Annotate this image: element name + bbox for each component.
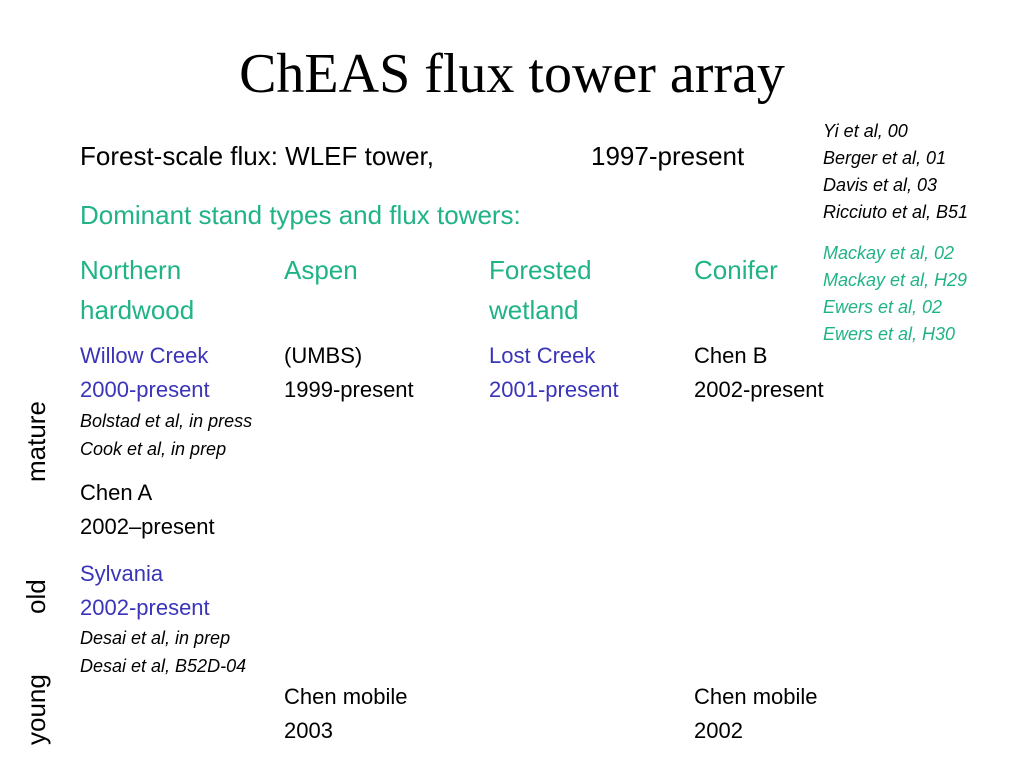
site-years: 1999-present [284, 377, 414, 402]
reference: Cook et al, in prep [80, 439, 227, 459]
site-name: Chen A [80, 480, 153, 505]
stand-type-line: Aspen [284, 255, 358, 285]
reference: Ewers et al, H30 [823, 324, 956, 344]
references-mid [823, 240, 967, 348]
row-label-young: young [21, 674, 51, 745]
reference: Yi et al, 00 [823, 121, 908, 141]
reference: Davis et al, 03 [823, 175, 938, 195]
site-umbs [284, 339, 414, 407]
stand-type-line: hardwood [80, 295, 195, 325]
site-name: Willow Creek [80, 343, 209, 368]
stand-type-conifer [694, 250, 778, 290]
site-chen-a [80, 476, 215, 544]
site-chen-mobile-aspen [284, 680, 408, 748]
site-name: Chen B [694, 343, 768, 368]
site-years: 2000-present [80, 377, 210, 402]
site-sylvania [80, 557, 210, 625]
site-years: 2002–present [80, 514, 215, 539]
reference: Ricciuto et al, B51 [823, 202, 969, 222]
site-years: 2002-present [80, 595, 210, 620]
reference: Desai et al, B52D-04 [80, 656, 247, 676]
reference: Desai et al, in prep [80, 628, 231, 648]
site-years: 2002 [694, 718, 743, 743]
row-label-old: old [21, 579, 51, 614]
dominant-heading: Dominant stand types and flux towers: [80, 200, 521, 230]
site-chen-mobile-conifer [694, 680, 818, 748]
site-name: Lost Creek [489, 343, 596, 368]
forest-scale-years: 1997-present [591, 141, 745, 171]
sylvania-references [80, 624, 246, 680]
stand-type-line: wetland [489, 295, 579, 325]
references-top [823, 118, 968, 226]
page-title: ChEAS flux tower array [239, 43, 785, 105]
reference: Mackay et al, 02 [823, 243, 955, 263]
reference: Bolstad et al, in press [80, 411, 253, 431]
site-years: 2003 [284, 718, 333, 743]
stand-type-forested-wetland [489, 250, 592, 330]
willow-creek-references [80, 407, 252, 463]
reference: Ewers et al, 02 [823, 297, 943, 317]
forest-scale-label: Forest-scale flux: WLEF tower, [80, 141, 434, 171]
site-name: Chen mobile [694, 684, 818, 709]
stand-type-line: Conifer [694, 255, 778, 285]
stand-type-northern-hardwood [80, 250, 194, 330]
site-name: (UMBS) [284, 343, 363, 368]
site-name: Chen mobile [284, 684, 408, 709]
stand-type-aspen [284, 250, 358, 290]
row-label-mature: mature [21, 401, 51, 482]
site-willow-creek [80, 339, 210, 407]
reference: Berger et al, 01 [823, 148, 947, 168]
reference: Mackay et al, H29 [823, 270, 968, 290]
site-name: Sylvania [80, 561, 164, 586]
site-years: 2002-present [694, 377, 824, 402]
site-chen-b [694, 339, 824, 407]
site-years: 2001-present [489, 377, 619, 402]
stand-type-line: Forested [489, 255, 592, 285]
site-lost-creek [489, 339, 619, 407]
stand-type-line: Northern [80, 255, 182, 285]
